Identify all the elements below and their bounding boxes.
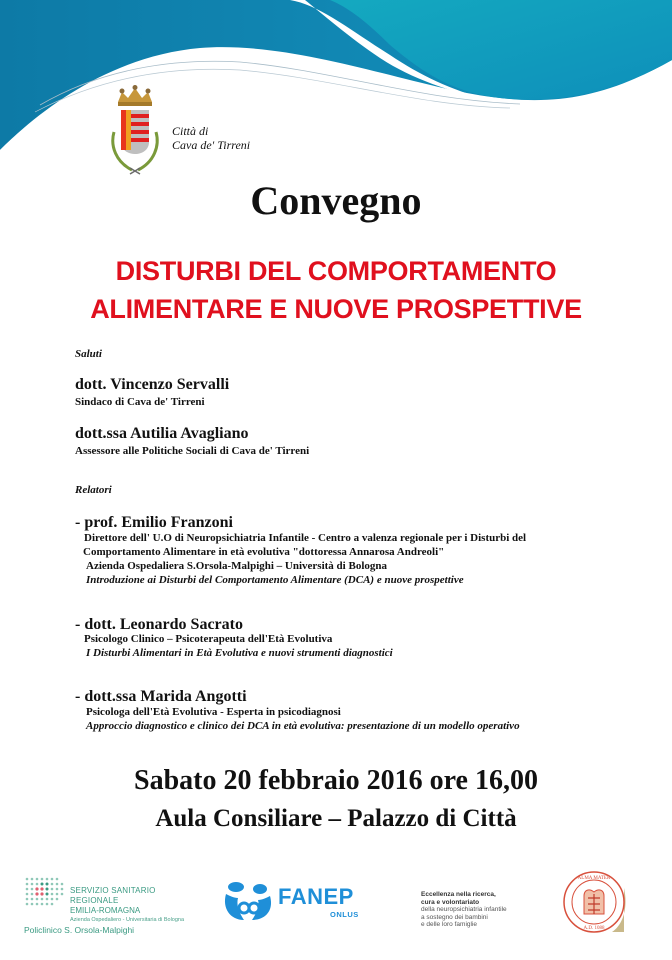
greeting-role: Assessore alle Politiche Sociali di Cava de' Tirreni xyxy=(75,445,310,457)
dot-grid-icon xyxy=(24,876,64,916)
ssr-emilia-romagna-logo xyxy=(24,876,204,938)
event-venue: Aula Consiliare – Palazzo di Città xyxy=(155,805,517,832)
subtitle-line1: DISTURBI DEL COMPORTAMENTO xyxy=(115,256,557,286)
speaker-role: Psicologo Clinico – Psicoterapeuta dell'Età Evolutiva xyxy=(84,633,333,645)
header-wave-decoration xyxy=(0,0,672,150)
speaker-role: Comportamento Alimentare in età evolutiva "dottoressa Annarosa Andreoli" xyxy=(83,546,445,558)
greetings-label: Saluti xyxy=(75,348,102,360)
tagline-line2: cura e volontariato xyxy=(421,898,480,906)
tagline-line5: e delle loro famiglie xyxy=(421,921,478,928)
ssr-line3: Azienda Ospedaliero - Universitaria di Bologna xyxy=(70,917,185,923)
greeting-role: Sindaco di Cava de' Tirreni xyxy=(75,396,205,408)
speaker-talk: Introduzione ai Disturbi del Comportamento Alimentare (DCA) e nuove prospettive xyxy=(86,574,464,586)
tagline-line1: Eccellenza nella ricerca, xyxy=(421,891,496,898)
city-label-line2: Cava de' Tirreni xyxy=(172,138,251,152)
event-subtitle xyxy=(0,252,672,328)
speaker-role: Psicologa dell'Età Evolutiva - Esperta in psicodiagnosi xyxy=(86,706,341,718)
greeting-name: dott.ssa Autilia Avagliano xyxy=(75,425,249,442)
speaker-role: Direttore dell' U.O di Neuropsichiatria Infantile - Centro a valenza regionale per i Disturbi del xyxy=(84,532,527,544)
fanep-sub: ONLUS xyxy=(330,910,359,919)
svg-text:A.D. 1088: A.D. 1088 xyxy=(583,926,605,931)
ssr-text xyxy=(70,886,204,924)
fanep-family-icon xyxy=(222,880,274,922)
speaker-role: Azienda Ospedaliera S.Orsola-Malpighi – Università di Bologna xyxy=(86,560,387,572)
speaker-name: - dott.ssa Marida Angotti xyxy=(75,688,247,705)
speaker-talk: I Disturbi Alimentari in Età Evolutiva e nuovi strumenti diagnostici xyxy=(86,647,393,659)
subtitle-line2: ALIMENTARE E NUOVE PROSPETTIVE xyxy=(90,294,582,324)
university-seal-logo xyxy=(562,866,630,938)
speaker-name: - prof. Emilio Franzoni xyxy=(75,514,233,531)
ssr-bottom-label: Policlinico S. Orsola-Malpighi xyxy=(24,925,135,935)
greeting-name: dott. Vincenzo Servalli xyxy=(75,376,230,393)
svg-text:ALMA MATER: ALMA MATER xyxy=(577,876,611,881)
ssr-line2: EMILIA-ROMAGNA xyxy=(70,906,141,915)
page-title: Convegno xyxy=(250,178,422,223)
speaker-talk: Approccio diagnostico e clinico dei DCA in età evolutiva: presentazione di un modello operativo xyxy=(86,720,520,732)
city-label xyxy=(172,124,250,152)
event-date: Sabato 20 febbraio 2016 ore 16,00 xyxy=(134,765,538,796)
speakers-label: Relatori xyxy=(75,484,112,496)
tagline-line3: della neuropsichiatria infantile xyxy=(421,906,507,913)
city-crest-logo xyxy=(106,84,164,176)
city-label-line1: Città di xyxy=(172,124,209,138)
fanep-name: FANEP xyxy=(278,884,354,909)
fanep-logo xyxy=(222,880,402,930)
ssr-line1: SERVIZIO SANITARIO REGIONALE xyxy=(70,886,156,905)
tagline-line4: a sostegno dei bambini xyxy=(421,913,488,921)
speaker-name: - dott. Leonardo Sacrato xyxy=(75,616,243,633)
fanep-tagline xyxy=(421,891,507,929)
